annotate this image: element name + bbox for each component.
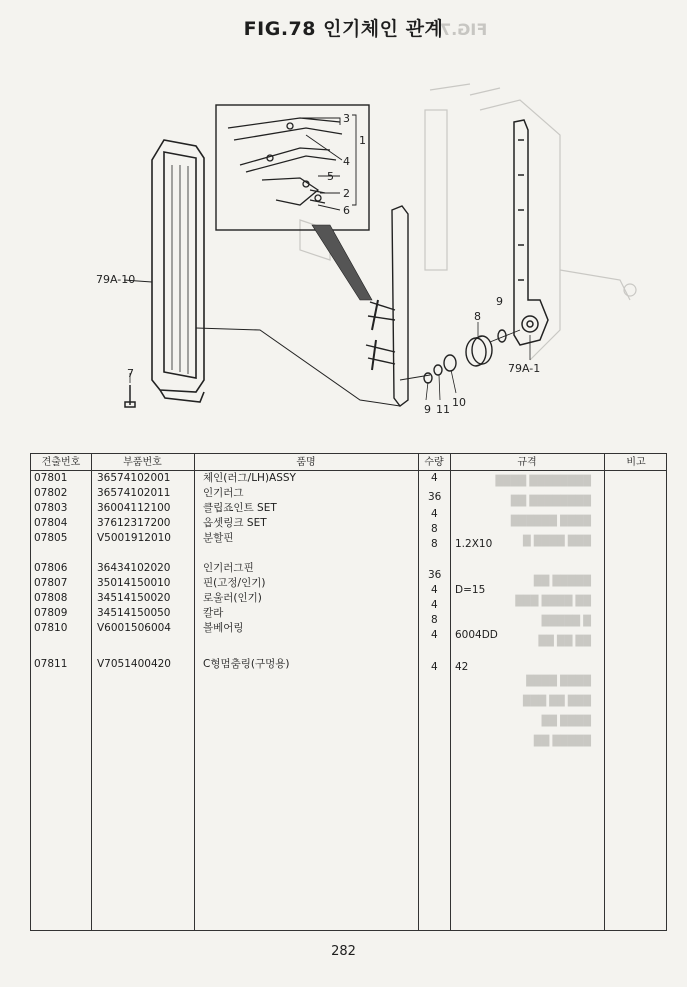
table-cell: 36574102001	[97, 472, 171, 484]
chain-guide-frame-right	[514, 120, 548, 345]
table-cell: 36434102020	[97, 562, 171, 574]
callout-11: 11	[436, 403, 450, 416]
callout-79a-10: 79A-10	[96, 273, 136, 286]
bleed-through-text: ████████ ████ ████████ ██ ████ ██████ ███ ████ █ █████ ██ ██ ████ ███ █ █████ ██ ██ ██ ████ ████ ███ ██ ███ ████ ██ █████ ██	[495, 476, 591, 747]
chain-strand	[366, 206, 408, 406]
chain-detail	[228, 118, 342, 205]
table-cell: 4	[431, 508, 438, 520]
table-cell: 07807	[34, 577, 68, 589]
inset-pointer	[312, 225, 372, 300]
table-cell: D=15	[455, 584, 486, 596]
callout-9-right: 9	[496, 295, 503, 308]
table-cell: 07805	[34, 532, 68, 544]
table-cell: 옵셋링크 SET	[203, 517, 267, 529]
page-number: 282	[331, 944, 356, 959]
table-cell: 42	[455, 661, 469, 673]
chain-guide-frame-left	[152, 140, 204, 402]
assembly-line	[196, 328, 400, 406]
callout-5: 5	[327, 170, 334, 183]
table-cell: 36574102011	[97, 487, 171, 499]
callout-4: 4	[343, 155, 350, 168]
table-cell: 07804	[34, 517, 68, 529]
callout-8: 8	[474, 310, 481, 323]
table-cell: 07806	[34, 562, 68, 574]
table-cell: 6004DD	[455, 629, 498, 641]
table-cell: 07810	[34, 622, 68, 634]
table-cell: 36004112100	[97, 502, 171, 514]
table-cell: V6001506004	[97, 622, 171, 634]
table-cell: 37612317200	[97, 517, 171, 529]
table-cell: 07801	[34, 472, 68, 484]
table-cell: 07802	[34, 487, 68, 499]
callout-6: 6	[343, 204, 350, 217]
header-spec: 규격	[517, 457, 537, 468]
callout-10: 10	[452, 396, 466, 409]
header-qty: 수량	[424, 457, 444, 468]
table-cell: C형멈춤링(구멍용)	[203, 658, 290, 670]
table-cell: 4	[431, 584, 438, 596]
table-cell: 인기러그	[203, 487, 244, 499]
roller-assembly	[400, 330, 520, 383]
table-cell: 34514150050	[97, 607, 171, 619]
table-cell: 8	[431, 523, 438, 535]
table-cell: 8	[431, 614, 438, 626]
header-part-name: 품명	[296, 457, 316, 468]
bleed-through-title: FIG.7	[440, 20, 488, 39]
header-ref-no: 견출번호	[41, 457, 81, 468]
callout-1: 1	[359, 134, 366, 147]
parts-diagram	[0, 0, 687, 450]
callout-3: 3	[343, 112, 350, 125]
table-cell: 체인(러그/LH)ASSY	[203, 472, 296, 484]
table-rule	[91, 454, 92, 930]
table-cell: 07808	[34, 592, 68, 604]
figure-title: FIG.78 인기체인 관계	[243, 18, 444, 40]
callout-79a-1: 79A-1	[508, 362, 541, 375]
table-cell: 07809	[34, 607, 68, 619]
callout-2: 2	[343, 187, 350, 200]
table-cell: 4	[431, 629, 438, 641]
table-cell: 36	[428, 491, 442, 503]
table-cell: 분할핀	[203, 532, 234, 544]
table-cell: 인기러그핀	[203, 562, 254, 574]
table-cell: 4	[431, 599, 438, 611]
callout-7: 7	[127, 367, 134, 380]
table-cell: 로울러(인기)	[203, 592, 262, 604]
table-cell: 36	[428, 569, 442, 581]
bleed-through-drawing	[300, 84, 636, 360]
header-part-no: 부품번호	[123, 457, 162, 468]
parts-table	[30, 453, 667, 931]
table-cell: 35014150010	[97, 577, 171, 589]
table-cell: 클립죠인트 SET	[203, 502, 277, 514]
header-note: 비고	[626, 457, 646, 468]
table-cell: 핀(고정/인기)	[203, 577, 266, 589]
table-cell: 34514150020	[97, 592, 171, 604]
table-cell: 07803	[34, 502, 68, 514]
table-cell: 4	[431, 661, 438, 673]
table-cell: 1.2X10	[455, 538, 493, 550]
table-cell: 4	[431, 472, 438, 484]
table-rule	[194, 454, 195, 930]
table-cell: V7051400420	[97, 658, 171, 670]
table-cell: 07811	[34, 658, 68, 670]
table-cell: 칼라	[203, 607, 224, 619]
table-cell: V5001912010	[97, 532, 171, 544]
callout-9-bottom: 9	[424, 403, 431, 416]
table-cell: 8	[431, 538, 438, 550]
table-cell: 볼베어링	[203, 622, 244, 634]
table-rule	[604, 454, 605, 930]
